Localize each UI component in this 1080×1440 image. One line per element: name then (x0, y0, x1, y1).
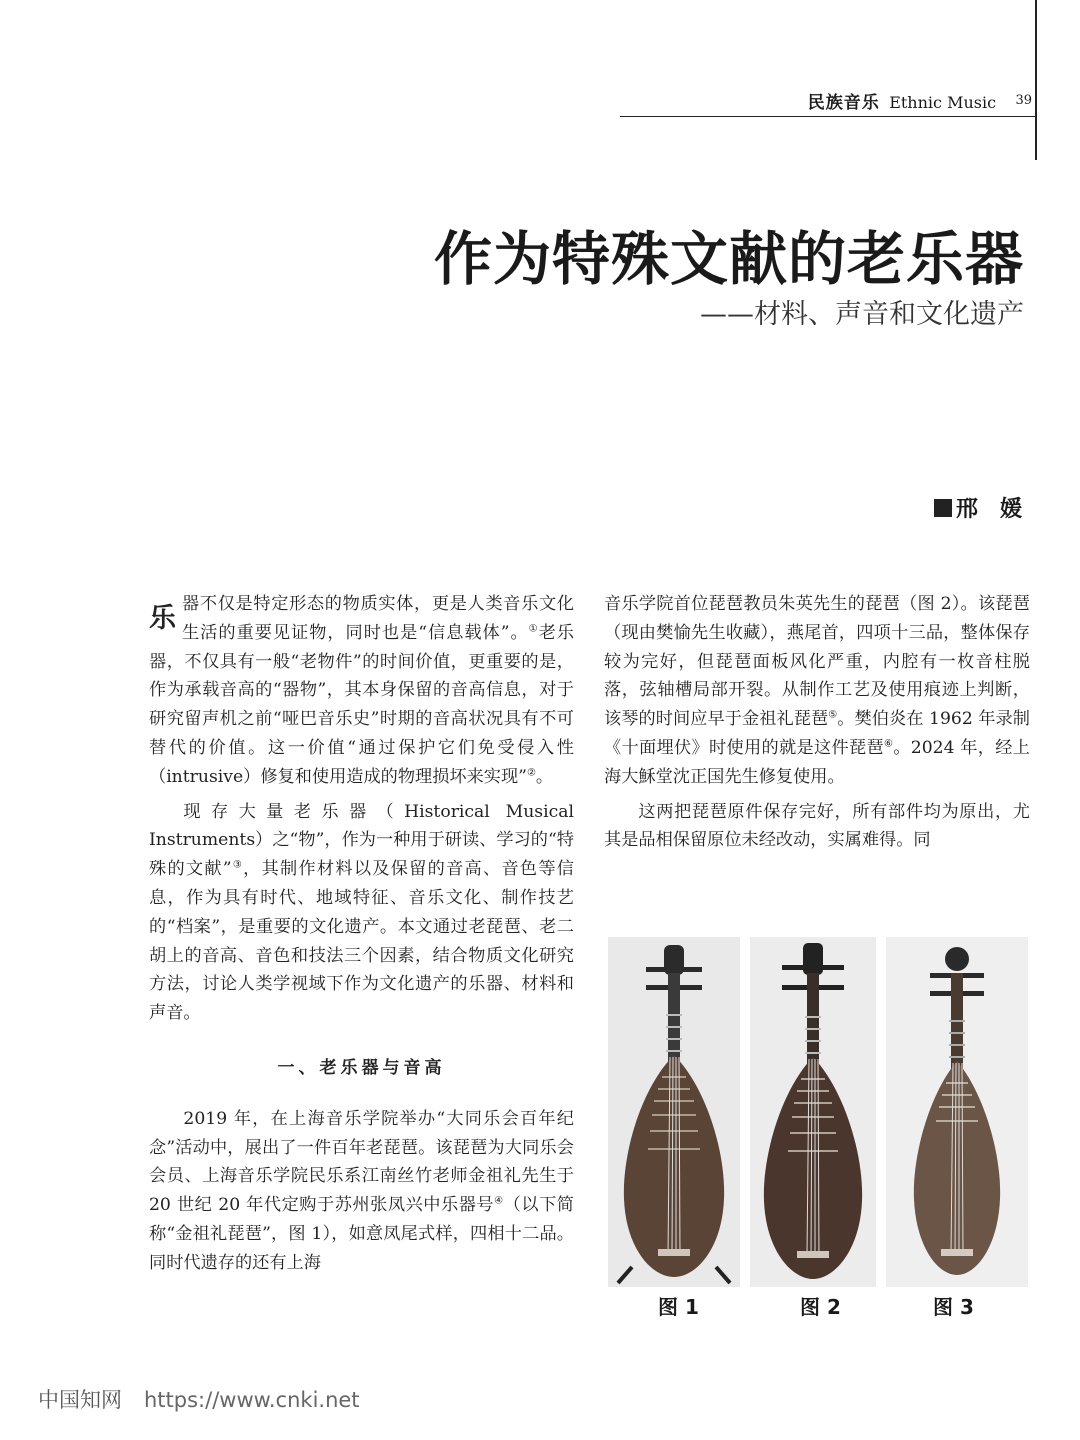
pipa-photo-1 (608, 937, 740, 1287)
pipa-icon (608, 937, 740, 1287)
drop-cap: 乐 (149, 603, 176, 634)
author-line (934, 492, 1022, 523)
footnote-ref[interactable]: ⑤ (828, 709, 838, 721)
footnote-ref[interactable]: ① (528, 623, 539, 635)
cnki-brand: 中国知网 (38, 1388, 122, 1412)
pipa-icon (750, 937, 876, 1287)
left-column (149, 590, 574, 1278)
paragraph: 乐器不仅是特定形态的物质实体，更是人类音乐文化生活的重要见证物，同时也是“信息载体”。①老乐器，不仅具有一般“老物件”的时间价值，更重要的是，作为承载音高的“器物”，其本身保留的音高信息，对于研究留声机之前“哑巴音乐史”时期的音高状况具有不可替代的价值。这一价值“通过保护它们免受侵入性（intrusive）修复和使用造成的物理损坏来实现”②。 (149, 594, 574, 787)
pipa-icon (886, 937, 1028, 1287)
figure-caption: 图 1 (658, 1295, 699, 1319)
author-marker-icon (934, 499, 952, 517)
paragraph: 现存大量老乐器（Historical Musical Instruments）之“物”，作为一种用于研读、学习的“特殊的文献”③，其制作材料以及保留的音高、音色等信息，作为具有时代、地域特征、音乐文化、制作技艺的“档案”，是重要的文化遗产。本文通过老琵琶、老二胡上的音高、音色和技法三个因素，结合物质文化研究方法，讨论人类学视域下作为文化遗产的乐器、材料和声音。 (149, 801, 574, 1024)
article-title: 作为特殊文献的老乐器 (433, 225, 1024, 293)
footnote-ref[interactable]: ③ (231, 859, 244, 871)
pipa-photo-3 (886, 937, 1028, 1287)
watermark-footer (38, 1384, 360, 1414)
footnote-ref[interactable]: ⑥ (884, 738, 894, 750)
section-name: 民族音乐 (807, 93, 880, 113)
section-heading: 一、老乐器与音高 (277, 1057, 446, 1078)
footnote-ref[interactable]: ④ (494, 1195, 504, 1207)
paragraph: 这两把琵琶原件保存完好，所有部件均为原出，尤其是品相保留原位未经改动，实属难得。同 (604, 801, 1030, 851)
cnki-link[interactable]: https://www.cnki.net (144, 1388, 360, 1412)
section-name-en: Ethnic Music (889, 93, 997, 112)
footnote-ref[interactable]: ② (526, 767, 536, 779)
author-name: 邢 媛 (955, 497, 1022, 522)
paragraph: 2019 年，在上海音乐学院举办“大同乐会百年纪念”活动中，展出了一件百年老琵琶。该琵琶为大同乐会会员、上海音乐学院民乐系江南丝竹老师金祖礼先生于 20 世纪 20 年代定购于苏州张凤兴中乐器号④（以下简称“金祖礼琵琶”，图 1），如意凤尾式样，四相十二品。同时代遗存的还有上海 (149, 1108, 574, 1273)
figure-caption: 图 2 (800, 1295, 841, 1319)
margin-rule (1035, 0, 1037, 160)
header-rule (620, 116, 1035, 117)
right-column (604, 590, 1030, 855)
paragraph: 音乐学院首位琵琶教员朱英先生的琵琶（图 2）。该琵琶（现由樊愉先生收藏），燕尾首，四项十三品，整体保存较为完好，但琵琶面板风化严重，内腔有一枚音柱脱落，弦轴槽局部开裂。从制作工艺及使用痕迹上判断，该琴的时间应早于金祖礼琵琶⑤。樊伯炎在 1962 年录制《十面埋伏》时使用的就是这件琵琶⑥。2024 年，经上海大穌堂沈正国先生修复使用。 (604, 594, 1030, 787)
figure-caption: 图 3 (933, 1295, 974, 1319)
page-number: 39 (1015, 93, 1032, 108)
running-header (700, 88, 1032, 113)
pipa-photo-2 (750, 937, 876, 1287)
article-subtitle: ——材料、声音和文化遗产 (700, 299, 1024, 330)
pipa-figure (608, 937, 1028, 1327)
